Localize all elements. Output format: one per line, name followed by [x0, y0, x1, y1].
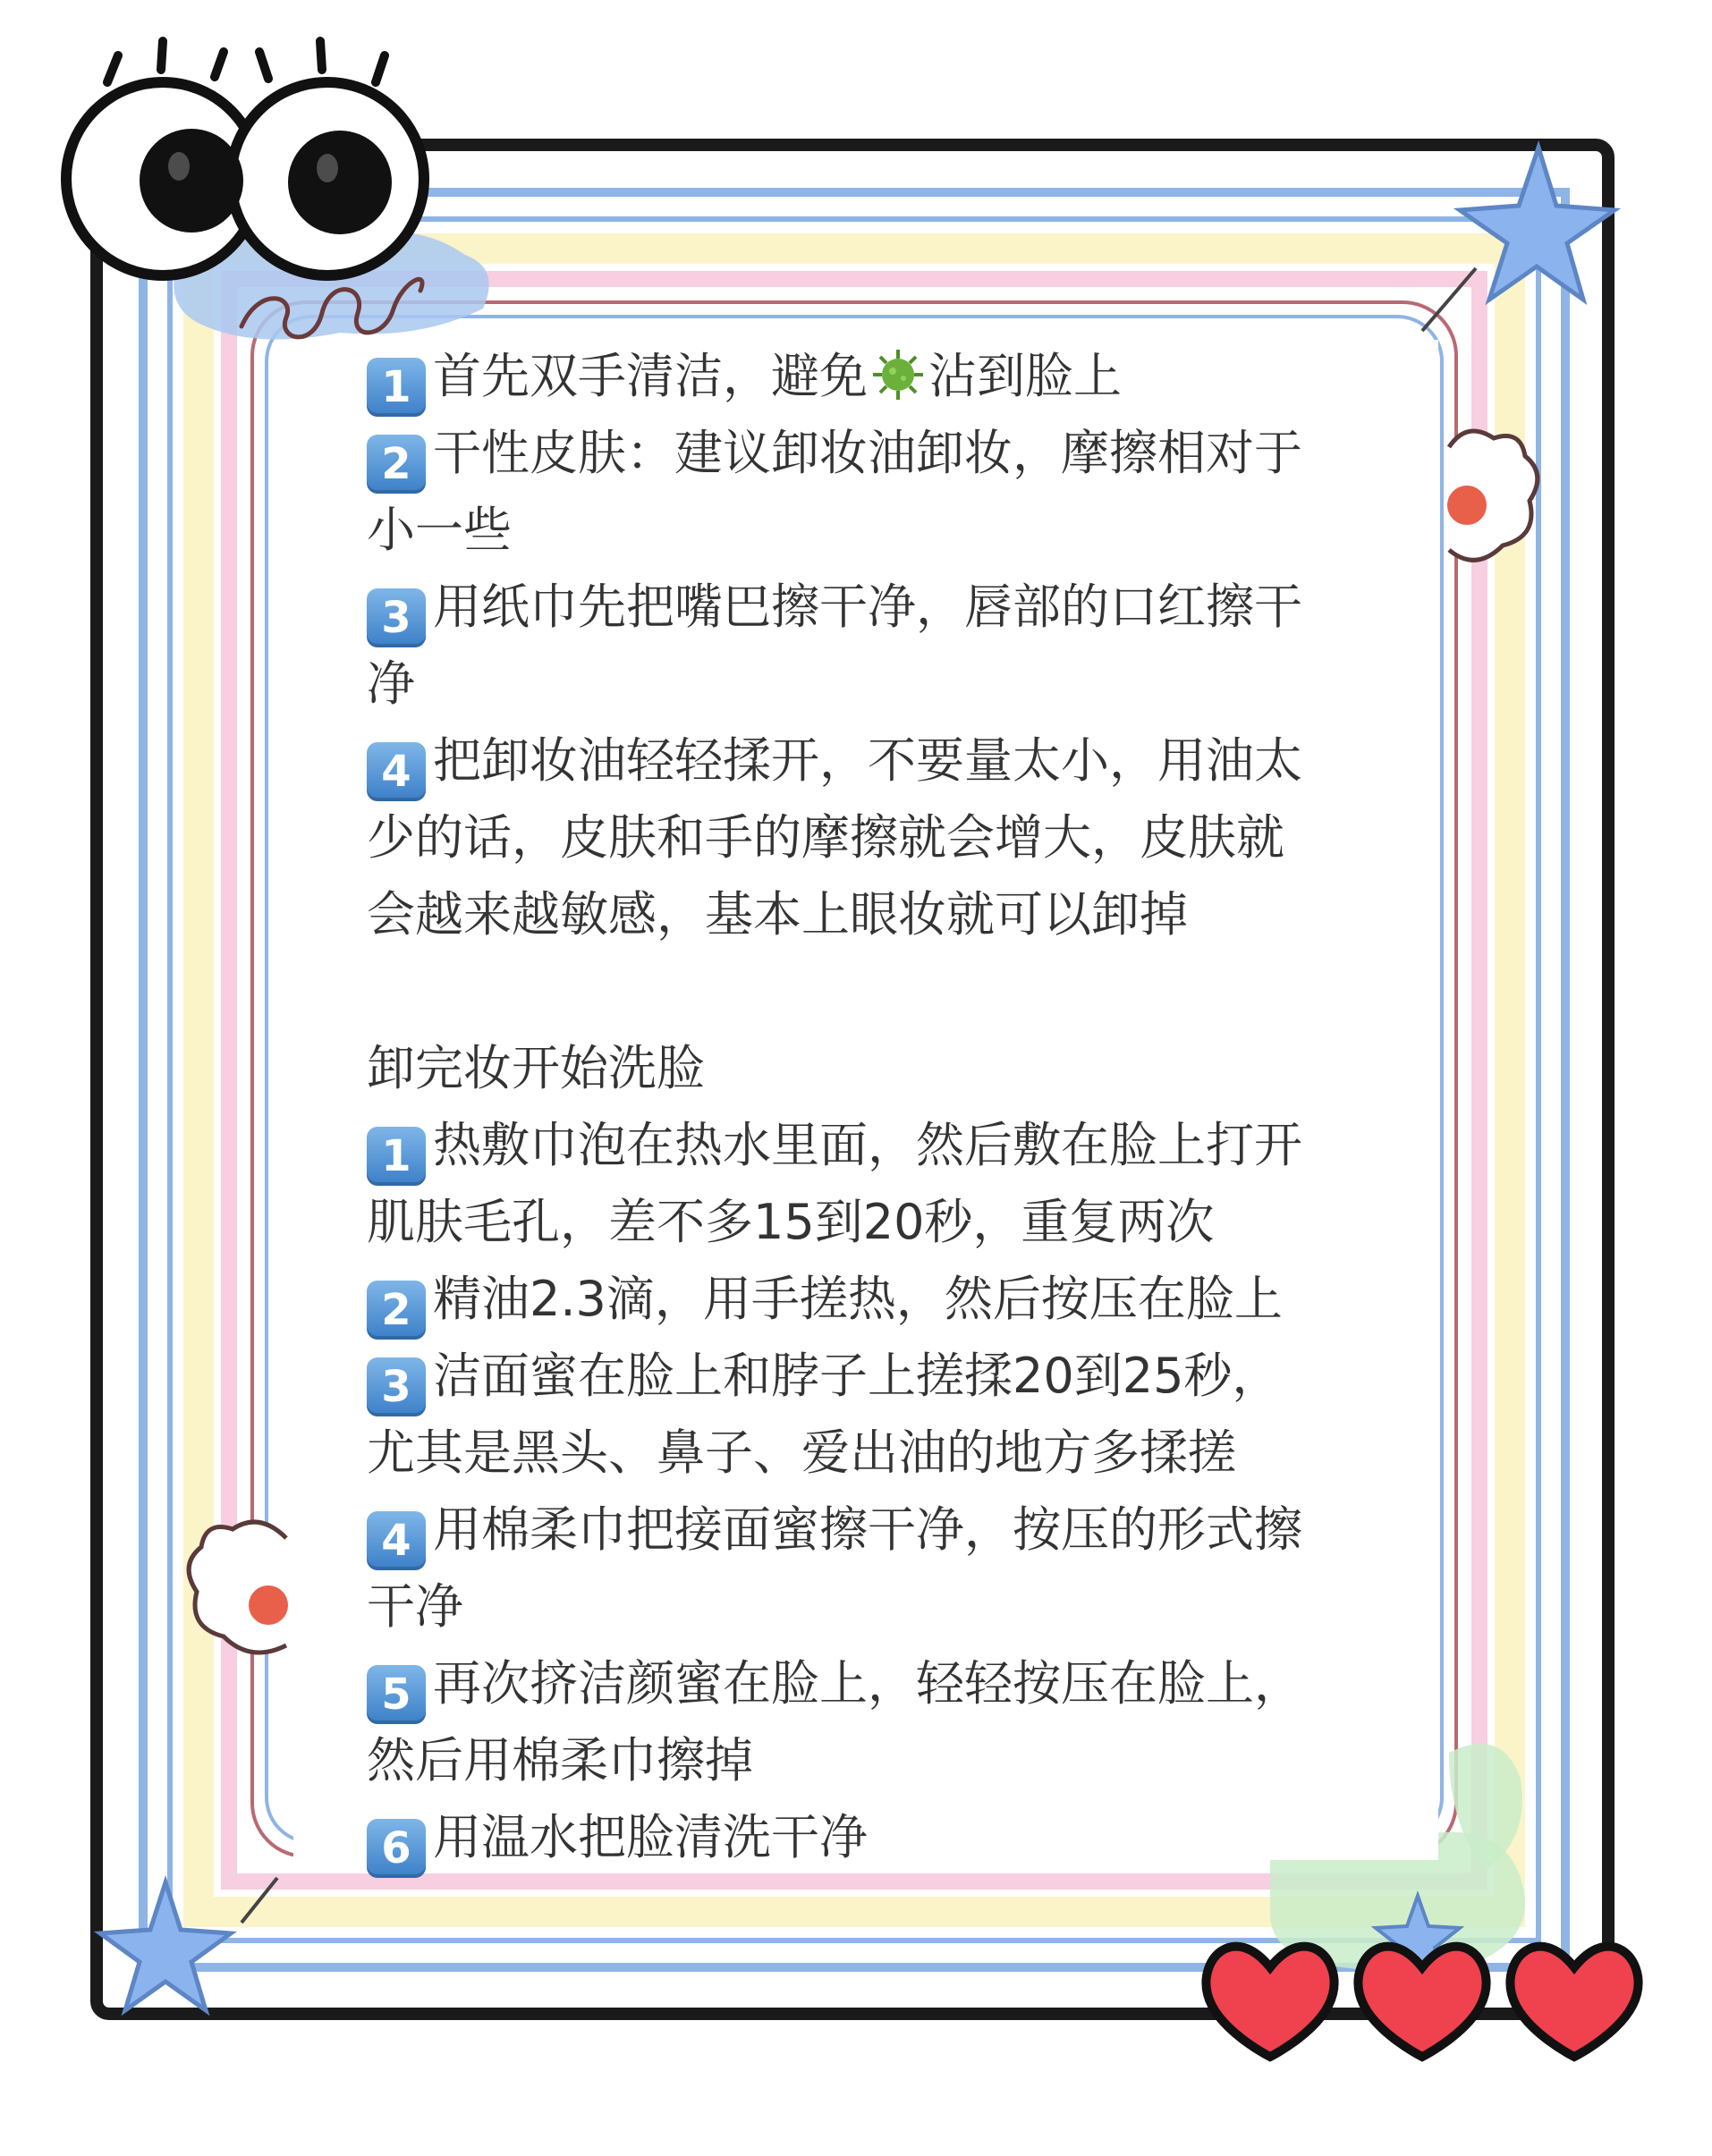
step-continuation: 小一些	[367, 502, 512, 558]
step-line	[367, 1107, 1386, 1184]
heart-icon	[1358, 1947, 1486, 2057]
step-continuation: 净	[367, 655, 415, 712]
step-text: 再次挤洁颜蜜在脸上，轻轻按压在脸上，	[433, 1655, 1302, 1712]
step-text: 热敷巾泡在热水里面，然后敷在脸上打开	[433, 1117, 1302, 1173]
step-text: 用温水把脸清洗干净	[433, 1809, 868, 1865]
step-text: 干性皮肤：建议卸妆油卸妆，摩擦相对于	[433, 425, 1302, 481]
step-text: 洁面蜜在脸上和脖子上搓揉20到25秒，	[433, 1348, 1281, 1404]
step-line	[367, 1492, 1386, 1568]
article-content	[367, 338, 1386, 1876]
step-line	[367, 415, 1386, 492]
step-continuation: 干净	[367, 1578, 463, 1635]
step-continuation: 尤其是黑头、鼻子、爱出油的地方多揉搓	[367, 1425, 1236, 1481]
heart-icon	[1510, 1947, 1638, 2057]
step-line	[367, 338, 1386, 415]
step-text: 首先双手清洁，避免	[433, 348, 868, 404]
number-badge-icon: 6	[367, 1819, 426, 1878]
step-line	[367, 569, 1386, 646]
step-line	[367, 1261, 1386, 1338]
step-line	[367, 1338, 1386, 1415]
step-continuation: 肌肤毛孔，差不多15到20秒，重复两次	[367, 1194, 1215, 1250]
step-continuation: 少的话，皮肤和手的摩擦就会增大，皮肤就	[367, 809, 1284, 866]
heart-icon	[1206, 1947, 1334, 2057]
step-text: 精油2.3滴，用手搓热，然后按压在脸上	[433, 1271, 1283, 1327]
step-text: 把卸妆油轻轻揉开，不要量太小，用油太	[433, 732, 1302, 789]
step-text: 沾到脸上	[928, 348, 1122, 404]
number-badge-icon: 1	[367, 358, 426, 417]
step-line	[367, 1645, 1386, 1722]
number-badge-icon: 2	[367, 435, 426, 494]
number-badge-icon: 1	[367, 1127, 426, 1186]
step-continuation: 然后用棉柔巾擦掉	[367, 1732, 753, 1788]
number-badge-icon: 3	[367, 1357, 426, 1416]
number-badge-icon: 5	[367, 1665, 426, 1724]
number-badge-icon: 2	[367, 1281, 426, 1340]
number-badge-icon: 3	[367, 588, 426, 647]
section-heading: 卸完妆开始洗脸	[367, 1040, 705, 1096]
number-badge-icon: 4	[367, 1511, 426, 1570]
section-spacer	[367, 953, 1386, 1030]
step-line	[367, 723, 1386, 799]
virus-icon	[869, 346, 927, 403]
step-text: 用棉柔巾把接面蜜擦干净，按压的形式擦	[433, 1501, 1302, 1558]
step-text: 用纸巾先把嘴巴擦干净，唇部的口红擦干	[433, 579, 1302, 635]
number-badge-icon: 4	[367, 742, 426, 801]
step-continuation: 会越来越敏感，基本上眼妆就可以卸掉	[367, 886, 1188, 943]
step-line	[367, 1799, 1386, 1876]
